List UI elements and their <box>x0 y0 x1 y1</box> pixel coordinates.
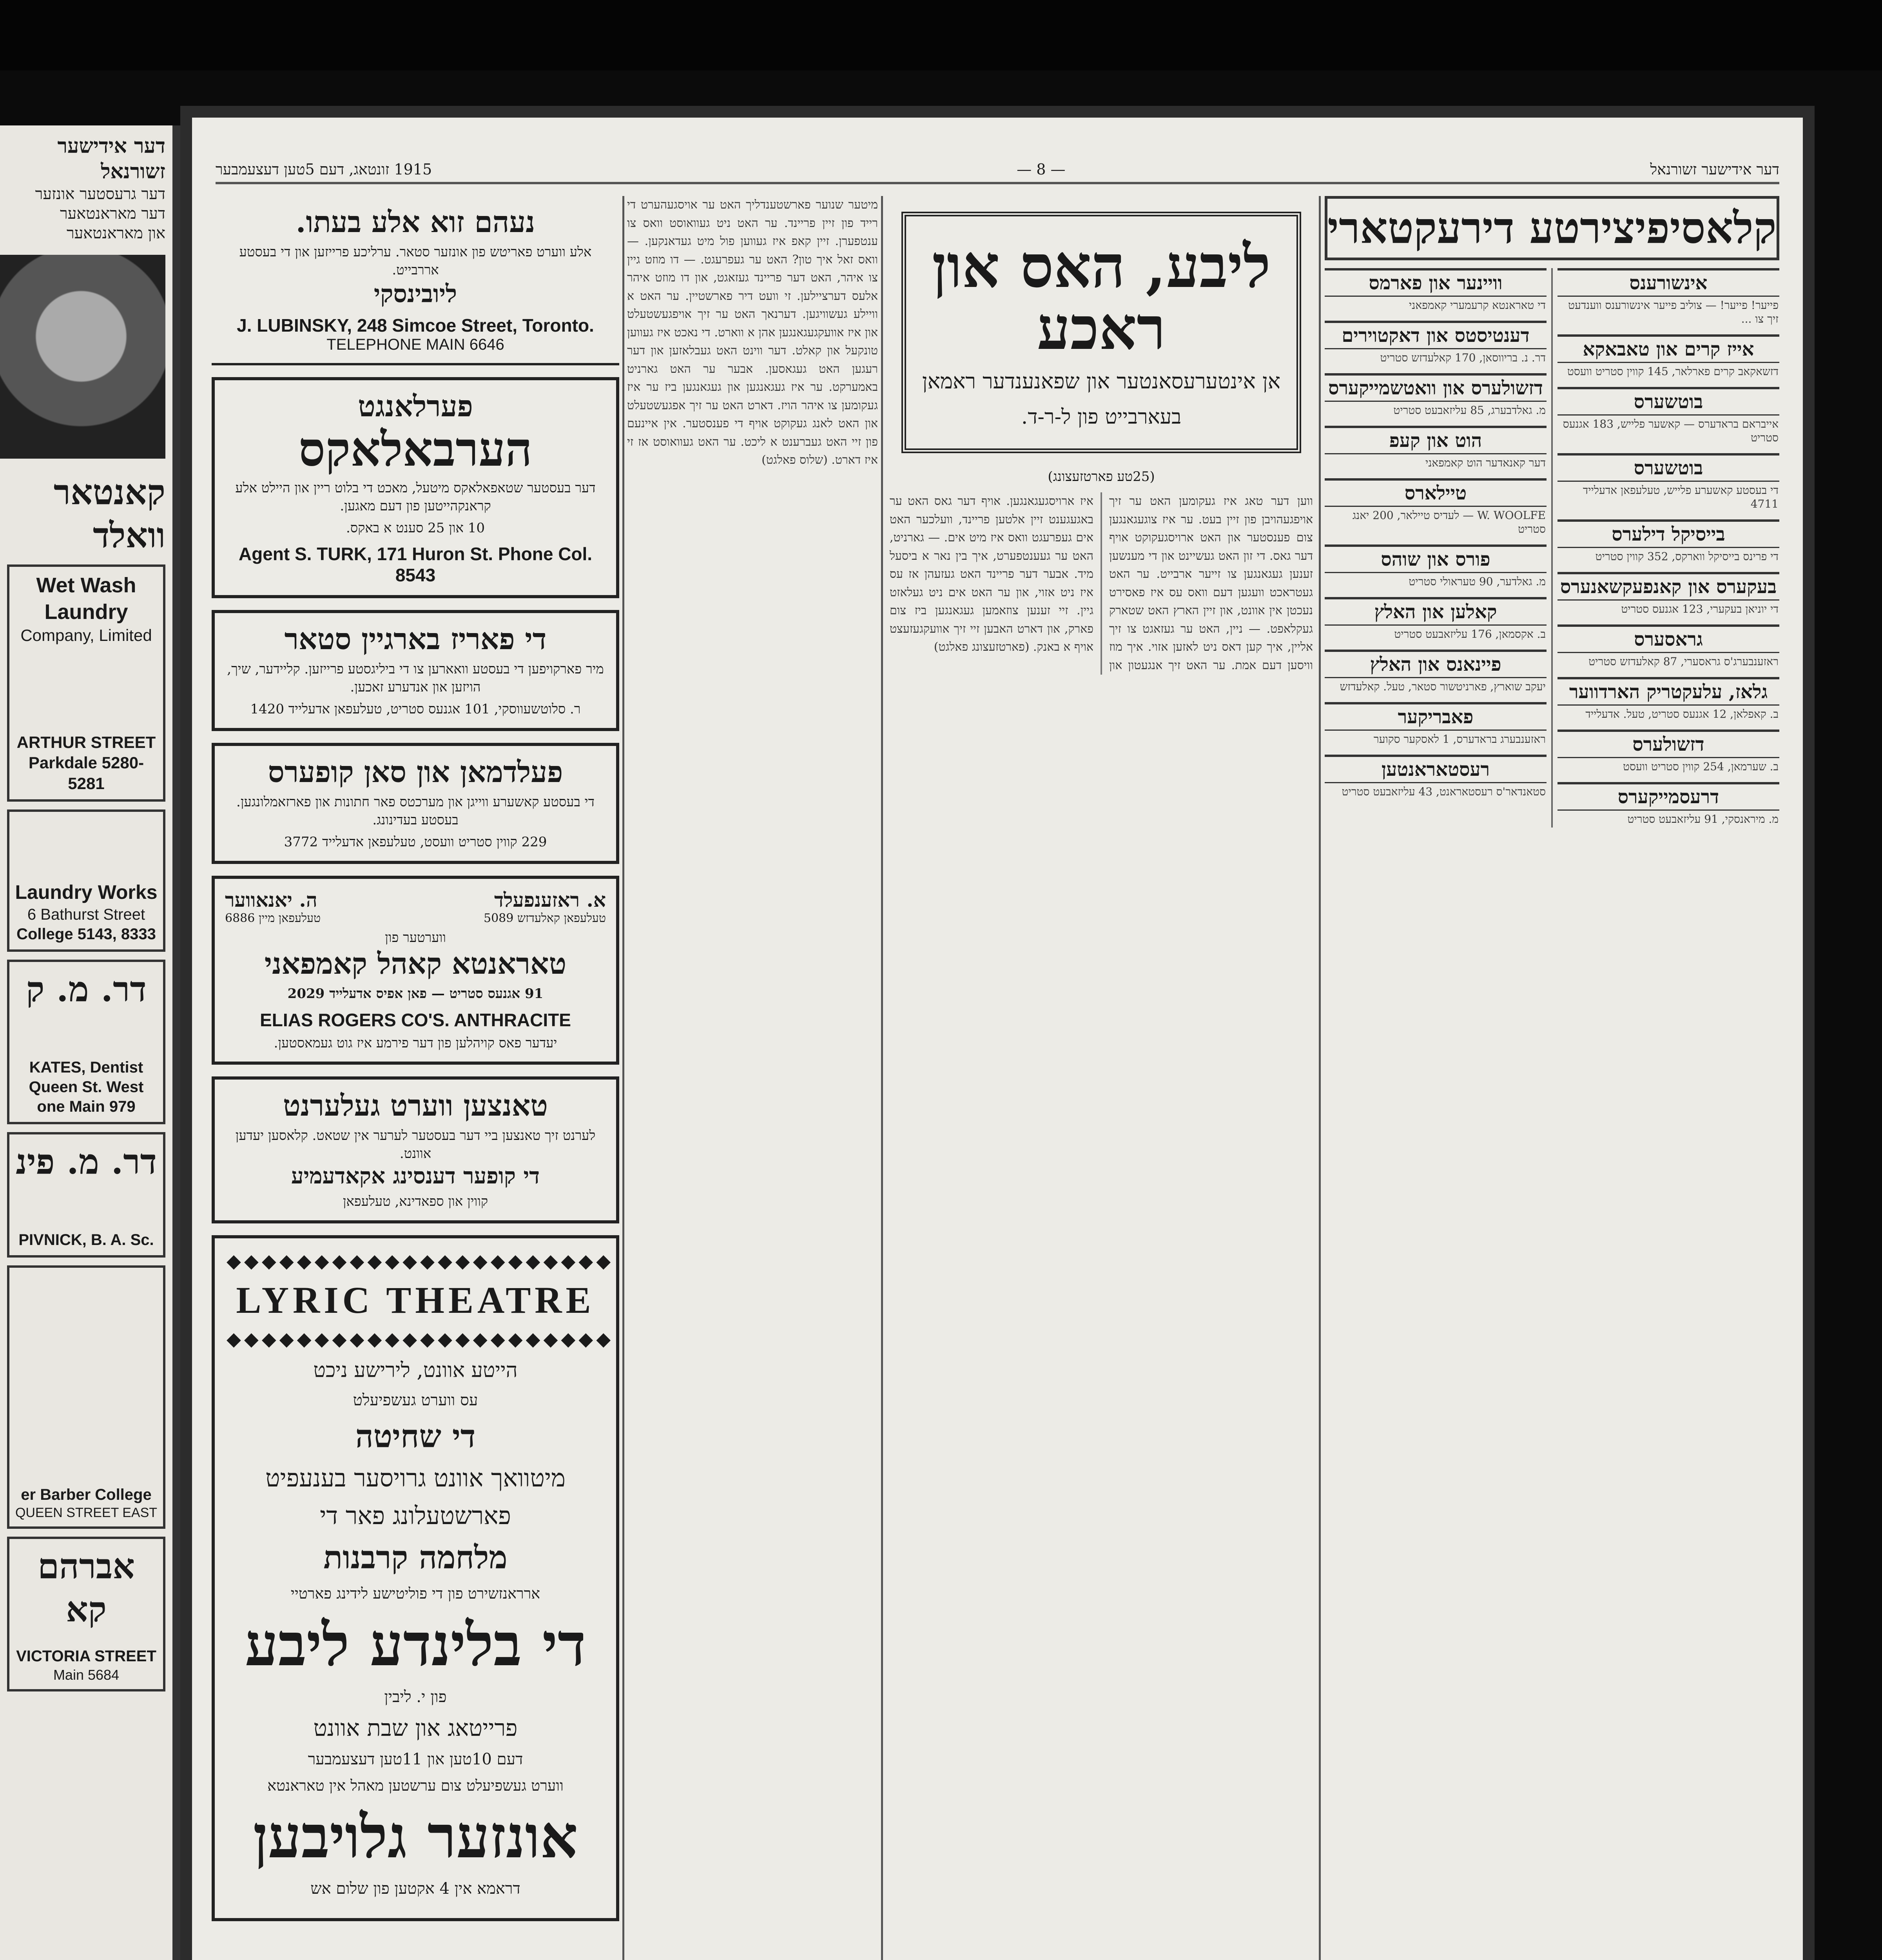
directory-item <box>1557 268 1779 327</box>
lyric-theatre-title: LYRIC THEATRE <box>236 1279 595 1321</box>
coal-company-ad <box>212 876 619 1065</box>
directory-item <box>1325 544 1547 590</box>
dentist-ad <box>7 960 165 1124</box>
laundry-title: Wet Wash Laundry <box>36 573 136 624</box>
left-partial-page <box>0 125 184 1960</box>
herbalax-title: הערבאלאקס <box>298 421 533 477</box>
directory-category: רעסטאראנטען <box>1325 755 1547 783</box>
paris-title: די פאריז בארגיין סטאר <box>284 622 547 657</box>
coal-english-name: ELIAS ROGERS CO'S. ANTHRACITE <box>260 1009 571 1030</box>
directory-entry: ראזענבערג'ס גראסערי, 87 קאלעדזש סטריט <box>1588 655 1779 668</box>
lyric-benefit: מיטוואך אוונט גרויסער בענעפיט <box>265 1464 566 1493</box>
directory-item <box>1557 730 1779 775</box>
story-author: בעארבייט פון ל-ר-ד. <box>1021 405 1182 429</box>
lyric-tonight: הייטע אוונט, לירישע ניכט <box>313 1359 518 1383</box>
directory-category: הוט און קעפ <box>1325 426 1547 454</box>
directory-entry: ב. אקסמאן, 176 עליזאבעט סטריט <box>1394 628 1546 641</box>
coal-address: 91 אגנעס סטריט — פאן אפיס אדעלייד 2029 <box>287 985 544 1002</box>
lyric-theatre-ad <box>212 1235 619 1921</box>
directory-category: בעקערס און קאנפעקשאנערס <box>1557 572 1779 601</box>
laundry-works-ad <box>7 809 165 952</box>
lubinsky-name: ליובינסקי <box>373 279 457 308</box>
directory-item <box>1557 519 1779 565</box>
ornament-border: ◆◆◆◆◆◆◆◆◆◆◆◆◆◆◆◆◆◆◆◆◆◆ <box>227 1250 614 1272</box>
directory-category: טיילארס <box>1325 478 1547 507</box>
lyric-play-shechita: די שחיטה <box>355 1418 476 1455</box>
directory-entry: פייער! פייער! — צוליב פייער אינשורענס ווענדעט זיך צו ... <box>1568 299 1779 325</box>
column-rule <box>881 196 883 1960</box>
newspaper-page <box>192 118 1803 1960</box>
directory-item <box>1325 373 1547 419</box>
bottom-left-address: VICTORIA STREET <box>16 1648 156 1665</box>
lyric-play-war-victims: מלחמה קרבנות <box>323 1539 508 1576</box>
bottom-left-name: אברהם קא <box>38 1546 135 1630</box>
page-header <box>216 161 1779 184</box>
paris-address: ר. סלוטשעווסקי, 101 אגנעס סטריט, טעלעפאן אדעלייד 1420 <box>250 701 581 717</box>
directory-category: וויינער און פארמס <box>1325 268 1547 297</box>
directory-entry: די טאראנטא קרעמערי קאמפאני <box>1409 299 1546 312</box>
lyric-arranged: ארראנזשירט פון די פוליטישע לידינג פארטיי <box>290 1585 540 1602</box>
story-title: ליבע, האס און ראכע <box>932 232 1271 363</box>
directory-entry: מ. גאלדער, 90 טעראולי סטריט <box>1409 575 1546 588</box>
story-heading-box <box>901 212 1301 453</box>
directory-category: דזשולערס און וואטשמייקערס <box>1325 373 1547 402</box>
directory-entry: מ. מיראנסקי, 91 עליזאבעט סטריט <box>1627 813 1779 826</box>
dance-body: לערנט זיך טאנצען ביי דער בעסטער לערער אין שטאט. קלאסען יעדען אוונט. <box>235 1128 596 1162</box>
laundry-street: ARTHUR STREET <box>16 733 156 751</box>
coal-phone-right: טעלעפאן קאלעדזש 5089 <box>483 911 606 925</box>
directory-entry: יעקב שוארץ, פארניטשור סטאר, טעל. קאלעדזש <box>1340 680 1546 693</box>
story-body: ווען דער טאג איז געקומען האט ער זיך אויפגעהויבן פון זיין בעט. ער איז צוגעגאנגען צום פענסטער און האט ארויסגעקוקט אויף דער גאס. די זון האט געשיינט און די מענשען זענען געגאנגען צו זייער ארבייט. ער האט געטראכט וועגען דעם וואס עס איז פאסירט נעכטן אין אוונט, און זיין הארץ האט שטארק געקלאפט. — ניין, האט ער געזאגט צו זיך אליין, איך קען דאס ניט לאזען אזוי. איך מוז וויסען דעם אמת. ער האט זיך אנגעטון און איז ארויסגעגאנגען. אויף דער גאס האט ער באגעגענט זיין אלטען פריינד, וועלכער האט אים געפרעגט וואס איז מיט אים. — גארניט, האט ער געענטפערט, איך בין נאר א ביסעל מיד. אבער דער פריינד האט געזעהן אז עס איז ניט אזוי, און ער האט אים ניט געלאזט גיין. זיי זענען צוזאמען געגאנגען ביז צום פארק, און דארט האבען זיי זיך אוועקגעזעצט אויף א באנק. (פארטזעצונג פאלגט) <box>890 494 1313 672</box>
directory-item <box>1557 572 1779 617</box>
directory-item <box>1557 782 1779 828</box>
directory-item <box>1325 321 1547 366</box>
dance-academy-name: די קופער דענסינג אקאדעמיע <box>291 1163 540 1189</box>
wet-wash-laundry-ad <box>7 564 165 802</box>
left-page-line: דער מאראנטאער <box>60 205 165 223</box>
directory-item <box>1325 755 1547 800</box>
directory-item <box>1557 624 1779 670</box>
lubinsky-address: J. LUBINSKY, 248 Simcoe Street, Toronto. <box>237 315 594 336</box>
left-page-line: דער גרעסטער אונזער <box>35 185 165 203</box>
directory-entry: ב. שערמאן, 254 קווין סטריט וועסט <box>1623 760 1779 773</box>
directory-entry: מ. גאלדבערג, 85 עליזאבעט סטריט <box>1393 404 1546 417</box>
barber-address: QUEEN STREET EAST <box>15 1505 158 1520</box>
film-top-border <box>0 0 1882 71</box>
header-page-number: — 8 — <box>1017 161 1066 178</box>
left-page-line: און מאראנטאער <box>67 224 165 242</box>
directory-entry: די יוניאן בעקערי, 123 אגנעס סטריט <box>1621 603 1779 615</box>
directory-category: גלאז, עלעקטריק הארדווער <box>1557 677 1779 706</box>
directory-category: בוטשערס <box>1557 453 1779 482</box>
portrait-photo <box>0 255 165 459</box>
dentist-ad-2 <box>7 1132 165 1258</box>
feldman-body: די בעסטע קאשערע ווייגן און מערכטס פאר חתונות און פארזאמלונגען. בעסטע בעדינונג. <box>236 794 595 828</box>
article-column: מיטער שנוער פארשטענדליך האט ער אויסגעהערט די רייד פון זיין פריינד. ער האט ניט געוואוסט וואס צו ענטפערן. זיין קאפ איז געווען פול מיט געדאנקען. — וואס זאל איך טון? האט ער געפרעגט. — דו מוזט גיין צו איהר, האט דער פריינד געזאגט, און דו מוזט איהר אלעס דערציילען. זי וועט דיר פארשטיין. ער האט א וויילע געשוויגען. דערנאך האט ער זיך אויפגעשטעלט און איז אוועקגעגאנגען אהן א ווארט. די נאכט איז געווען טונקעל און קאלט. דער ווינט האט געבלאזען און דער רעגען האט געגאסען. אבער ער האט גארניט באמערקט. ער איז געגאנגען און געגאנגען ביז ער איז געקומען צו איהר הויז. דארט האט ער זיך אפגעשטעלט און האט לאנג געקוקט אויף די פענסטער. אין איינעם פון זיי האט געברענט א ליכט. ער האט געוואוסט אז זי איז דארט. (שלוס פאלגט) <box>627 198 878 467</box>
lubinsky-heading: נעהם זוא אלע בעתו. <box>296 205 535 239</box>
directory-item <box>1557 453 1779 512</box>
directory-category: בייסיקל דילערס <box>1557 519 1779 548</box>
left-page-name: קאנטאר וואלד <box>53 472 165 555</box>
dance-address: קווין און ספאדינא, טעלעפאן <box>343 1194 488 1210</box>
directory-category: גראסערס <box>1557 624 1779 653</box>
directory-item <box>1325 426 1547 471</box>
lyric-play-blind-love: די בלינדע ליבע <box>245 1610 586 1680</box>
directory-category: אייז קרים און טאבאקא <box>1557 334 1779 363</box>
coal-body: יעדער פאס קויהלען פון דער פירמע איז גוט געמאסטען. <box>274 1035 557 1051</box>
works-title: Laundry Works <box>15 881 158 903</box>
serial-story <box>886 196 1317 1960</box>
directory-item <box>1325 597 1547 642</box>
coal-name-left: ה. יאנאווער <box>225 888 317 911</box>
dance-title: טאנצען ווערט געלערנט <box>283 1089 548 1123</box>
directory-category: דרעסמייקערס <box>1557 782 1779 811</box>
dentist-name: KATES, Dentist <box>29 1058 143 1076</box>
directory-entry: די בעסטע קאשערע פלייש, טעלעפאן אדעלייד 4711 <box>1583 484 1779 510</box>
works-address: 6 Bathurst Street <box>27 906 145 923</box>
directory-entry: דזשאקאב קרים פארלאר, 145 קווין סטריט וועסט <box>1567 365 1779 378</box>
lubinsky-body: אלע ווערט פאריטש פון אונזער סטאר. ערליכע פרייזען און די בעסטע אררבייט. <box>239 244 592 278</box>
directory-list <box>1325 268 1779 828</box>
coal-phone-left: טעלעפאן מיין 6886 <box>225 911 321 925</box>
herbalax-ad <box>212 377 619 599</box>
lyric-cast: ווערט געשפיעלט צום ערשטען מאהל אין טאראנטא <box>267 1777 564 1794</box>
directory-item <box>1557 334 1779 380</box>
paris-body: מיר פארקויפען די בעסטע וואארען צו די ביליגסטע פרייזען. קליידער, שיך, הויזען און אנדערע זאכען. <box>227 661 604 695</box>
bottom-left-ad <box>7 1537 165 1691</box>
header-date: 1915 זונטאג, דעם 5טען דעצעמבער <box>216 161 432 178</box>
left-page-masthead: דער אידישער זשורנאל <box>57 134 165 183</box>
herbalax-top: פערלאנגט <box>358 389 473 423</box>
directory-entry: אייבראם בראדערס — קאשער פלייש, 183 אגנעס סטריט <box>1563 417 1779 444</box>
directory-category: פאבריקער <box>1325 702 1547 731</box>
directory-entry: ראזענבערג בראדערס, 1 לאסקער סקוער <box>1373 733 1546 746</box>
directory-category: פורס און שוהס <box>1325 544 1547 573</box>
herbalax-body: דער בעסטער שטאפאלאקס מיטעל, מאכט די בלוט ריין און היילט אלע קראנקהייטען פון דעם מאגען. <box>235 480 596 514</box>
directory-title: קלאסיפיצירטע דירעקטארי <box>1325 196 1779 260</box>
feldman-coopers-ad <box>212 743 619 864</box>
directory-category: קאלען און האלץ <box>1325 597 1547 626</box>
directory-entry: דר. נ. בריווסאן, 170 קאלעדזש סטריט <box>1380 351 1546 364</box>
directory-item <box>1557 677 1779 722</box>
lubinsky-phone: TELEPHONE MAIN 6646 <box>326 336 504 353</box>
herbalax-price: 10 און 25 סענט א באקס. <box>346 520 485 536</box>
directory-entry: סטאנדאר'ס רעסטאראנט, 43 עליזאבעט סטריט <box>1342 785 1546 798</box>
directory-entry: W. WOOLFE — לעדיס טיילאר, 200 יאנג סטריט <box>1352 509 1546 535</box>
directory-item <box>1325 268 1547 314</box>
works-phone: College 5143, 8333 <box>16 925 156 943</box>
directory-entry: דער קאנאדער הוט קאמפאני <box>1425 456 1546 469</box>
barber-college-ad <box>7 1265 165 1529</box>
directory-item <box>1325 650 1547 695</box>
dentist-phone: one Main 979 <box>37 1098 136 1115</box>
directory-item <box>1557 387 1779 446</box>
ornament-border: ◆◆◆◆◆◆◆◆◆◆◆◆◆◆◆◆◆◆◆◆◆◆ <box>227 1328 614 1350</box>
barber-title: er Barber College <box>21 1486 152 1503</box>
dentist-address: Queen St. West <box>29 1078 144 1096</box>
dentist2-name: PIVNICK, B. A. Sc. <box>18 1231 154 1249</box>
feldman-address: 229 קווין סטריט וועסט, טעלעפאן אדעלייד 3772 <box>284 834 547 850</box>
coal-name-right: א. ראזענפעלד <box>494 888 606 911</box>
herbalax-agent: Agent S. TURK, 171 Huron St. Phone Col. 8543 <box>238 544 593 586</box>
dance-academy-ad <box>212 1076 619 1223</box>
lyric-played: עס ווערט געשפיעלט <box>353 1391 478 1410</box>
dentist-heading: דר. מ. ק <box>26 968 147 1009</box>
lyric-footer: דראמא אין 4 אקטען פון שלום אש <box>310 1880 520 1898</box>
lyric-date: דעם 10טען און 11טען דעצעמבער <box>308 1750 523 1768</box>
coal-vertreter: ווערטער פון <box>385 929 446 946</box>
advertisements-column <box>212 196 619 1960</box>
directory-category: בוטשערס <box>1557 387 1779 416</box>
story-subtitle: אן אינטערעסאנטער און שפאנענדער ראמאן <box>922 369 1281 394</box>
directory-entry: ב. קאפלאן, 12 אגנעס סטריט, טעל. אדעלייד <box>1585 708 1779 720</box>
directory-category: פיינאנס און האלץ <box>1325 650 1547 678</box>
column-rule <box>1319 196 1321 1960</box>
laundry-subtitle: Company, Limited <box>20 626 152 644</box>
laundry-phone: Parkdale 5280-5281 <box>28 753 144 793</box>
coal-company-name: טאראנטא קאהל קאמפאני <box>264 947 567 981</box>
lyric-play-our-faith: אונזער גלויבען <box>253 1802 578 1871</box>
story-continuation: (25טע פארטזעצונג) <box>1048 469 1155 485</box>
lyric-days: פרייטאג און שבת אוונט <box>313 1714 518 1741</box>
column-rule <box>622 196 624 1960</box>
classified-directory <box>1325 196 1779 1960</box>
paris-bargain-store-ad <box>212 610 619 731</box>
directory-category: דזשולערס <box>1557 730 1779 758</box>
bottom-left-phone: Main 5684 <box>53 1667 120 1683</box>
directory-entry: די פרינס בייסיקל ווארקס, 352 קווין סטריט <box>1595 550 1779 563</box>
directory-item <box>1325 478 1547 537</box>
directory-category: דענטיסטס און דאקטוירים <box>1325 321 1547 349</box>
lubinsky-ad <box>212 196 619 365</box>
lyric-performance: פארשטעלונג פאר די <box>320 1501 511 1530</box>
header-masthead: דער אידישער זשורנאל <box>1650 161 1779 178</box>
lyric-author: פון י. ליבין <box>384 1688 447 1706</box>
directory-item <box>1325 702 1547 748</box>
directory-category: אינשורענס <box>1557 268 1779 297</box>
dentist2-heading: דר. מ. פינ <box>16 1141 157 1182</box>
feldman-title: פעלדמאן און סאן קופערס <box>268 755 563 789</box>
